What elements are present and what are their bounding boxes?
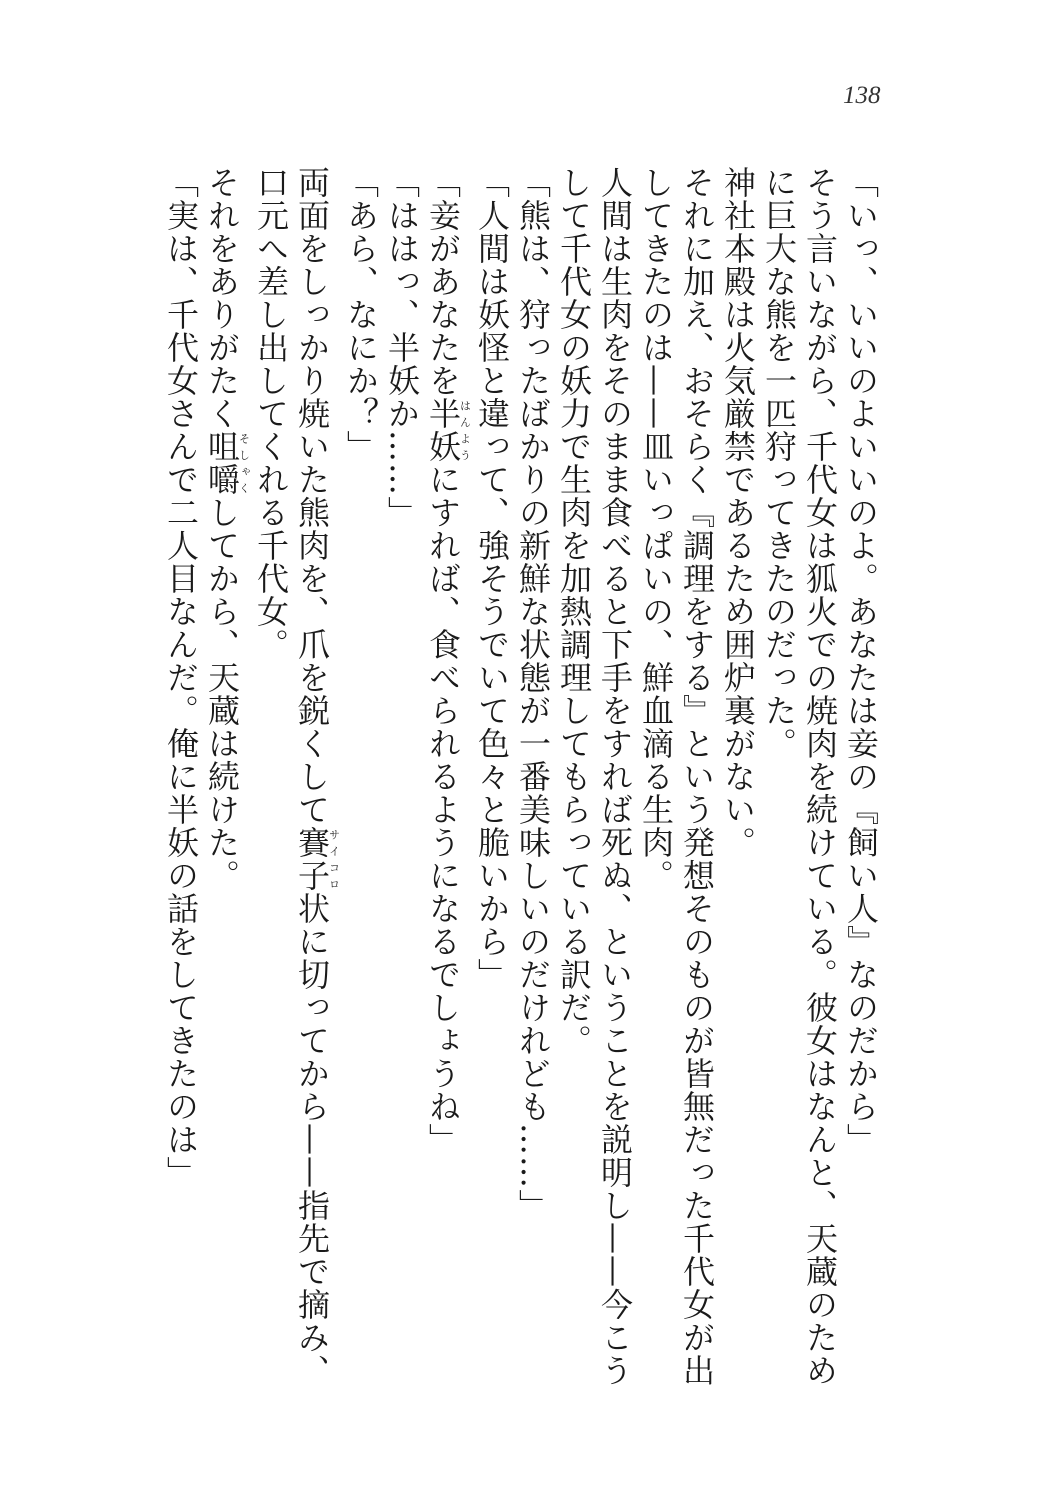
text-line: 人間は生肉をそのまま食べると下手をすれば死ぬ、ということを説明し——今こう (596, 166, 634, 1387)
text-line: 「あら、なにか？」 (342, 166, 380, 463)
text-line: 「人間は妖怪と違って、強そうでいて色々と脆いから」 (473, 166, 511, 991)
text-line: 「ははっ、半妖か……」 (383, 166, 421, 529)
text-line: してきたのは——皿いっぱいの、鮮血滴る生肉。 (637, 166, 675, 892)
text-line: 「熊は、狩ったばかりの新鮮な状態が一番美味しいのだけれども……」 (514, 166, 552, 1222)
text-line: それをありがたく咀嚼そしゃくしてから、天蔵は続けた。 (203, 166, 251, 892)
text-line: 両面をしっかり焼いた熊肉を、爪を鋭くして賽子サイコロ状に切ってから——指先で摘み、 (293, 166, 341, 1387)
ruby-annotation: 賽子サイコロ (293, 826, 341, 892)
text-line: それに加え、おそらく『調理をする』という発想そのものが皆無だった千代女が出 (678, 166, 716, 1387)
text-line: して千代女の妖力で生肉を加熱調理してもらっている訳だ。 (555, 166, 593, 1057)
vertical-text-body (162, 166, 881, 1387)
text-line: 神社本殿は火気厳禁であるため囲炉裏がない。 (719, 166, 757, 859)
page-number: 138 (843, 82, 881, 109)
text-line: そう言いながら、千代女は狐火での焼肉を続けている。彼女はなんと、天蔵のため (801, 166, 839, 1387)
ruby-annotation: 咀嚼そしゃく (203, 430, 251, 496)
ruby-annotation: 半妖はんよう (424, 397, 472, 463)
text-line: 「妾があなたを半妖はんようにすれば、食べられるようになるでしょうね」 (424, 166, 472, 1156)
text-line: 「実は、千代女さんで二人目なんだ。俺に半妖の話をしてきたのは」 (162, 166, 200, 1189)
text-line: 口元へ差し出してくれる千代女。 (252, 166, 290, 661)
text-line: に巨大な熊を一匹狩ってきたのだった。 (760, 166, 798, 760)
text-line: 「いっ、いいのよいいのよ。あなたは妾の『飼い人』なのだから」 (842, 166, 880, 1156)
